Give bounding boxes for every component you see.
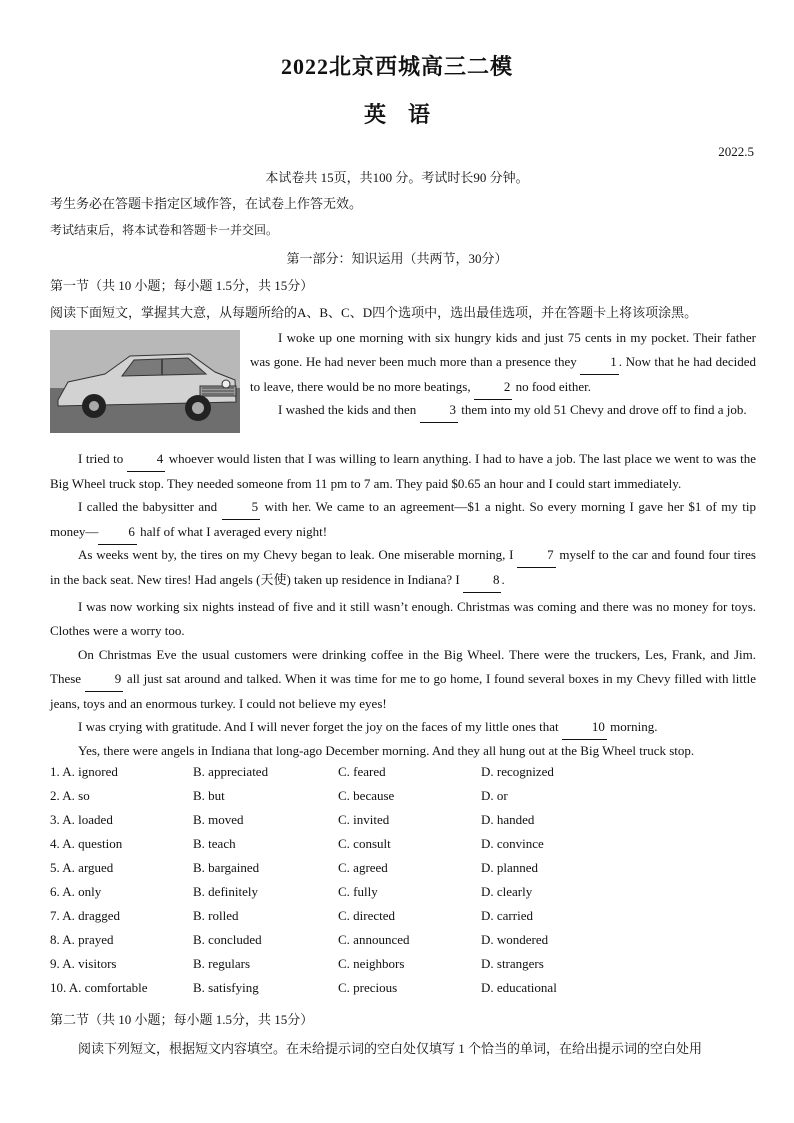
option-row bbox=[50, 980, 756, 1004]
passage-paragraph-3 bbox=[50, 447, 756, 496]
passage-text: On Christmas Eve the usual customers were drinking coffee in the Big Wheel. There were the truckers, Les, Frank, and Jim. These bbox=[50, 647, 756, 686]
passage-text: half of what I averaged every night! bbox=[136, 524, 328, 539]
passage-paragraph-1 bbox=[250, 326, 756, 400]
option-c: C. precious bbox=[338, 980, 398, 995]
option-a: 8. A. prayed bbox=[50, 932, 114, 947]
passage-text: . Now that he had decided to leave, there would be no more beatings, bbox=[250, 354, 756, 394]
option-b: B. bargained bbox=[193, 860, 260, 875]
option-d: D. handed bbox=[481, 812, 535, 827]
option-b: B. but bbox=[193, 788, 225, 803]
passage-text: . bbox=[501, 572, 505, 587]
option-row bbox=[50, 836, 756, 860]
option-a: 10. A. comfortable bbox=[50, 980, 148, 995]
blank-7: 7 bbox=[517, 543, 556, 568]
blank-5: 5 bbox=[222, 495, 261, 520]
passage-paragraph-9: Yes, there were angels in Indiana that long-ago December morning. And they all hung out at the Big Wheel truck stop. bbox=[78, 743, 695, 758]
part1-heading: 第一部分：知识运用（共两节，30分） bbox=[286, 251, 508, 266]
passage-paragraph-6: I was now working six nights instead of five and it still wasn’t enough. Christmas was coming and there was no money for toys. Clothes were a worry too. bbox=[50, 599, 756, 638]
option-a: 2. A. so bbox=[50, 788, 90, 803]
option-c: C. because bbox=[338, 788, 395, 803]
option-row bbox=[50, 788, 756, 812]
blank-3: 3 bbox=[420, 398, 459, 423]
option-row bbox=[50, 908, 756, 932]
subject-title: 英 语 bbox=[363, 102, 430, 127]
option-a: 4. A. question bbox=[50, 836, 123, 851]
option-c: C. directed bbox=[338, 908, 396, 923]
blank-9: 9 bbox=[85, 667, 124, 692]
option-c: C. consult bbox=[338, 836, 391, 851]
option-b: B. satisfying bbox=[193, 980, 259, 995]
option-b: B. definitely bbox=[193, 884, 258, 899]
blank-6: 6 bbox=[98, 520, 137, 545]
passage-text: with her. We came to an agreement—$1 a night. So every morning I gave her $1 of my tip money— bbox=[50, 499, 756, 539]
option-b: B. moved bbox=[193, 812, 244, 827]
passage-paragraph-8 bbox=[50, 715, 756, 740]
option-d: D. or bbox=[481, 788, 508, 803]
option-c: C. feared bbox=[338, 764, 386, 779]
option-a: 3. A. loaded bbox=[50, 812, 113, 827]
section2-instruction: 阅读下列短文，根据短文内容填空。在未给提示词的空白处仅填写 1 个恰当的单词，在给出提示词的空白处用 bbox=[78, 1041, 703, 1056]
section1-instruction: 阅读下面短文，掌握其大意，从每题所给的A、B、C、D四个选项中，选出最佳选项，并在答题卡上将该项涂黑。 bbox=[50, 305, 698, 320]
exam-date: 2022.5 bbox=[718, 144, 754, 159]
exam-info: 本试卷共 15页，共100 分。考试时长90 分钟。 bbox=[265, 170, 529, 185]
instruction-return: 考试结束后，将本试卷和答题卡一并交回。 bbox=[50, 223, 279, 237]
option-d: D. planned bbox=[481, 860, 539, 875]
blank-8: 8 bbox=[463, 568, 502, 593]
option-a: 6. A. only bbox=[50, 884, 102, 899]
option-row bbox=[50, 860, 756, 884]
option-b: B. rolled bbox=[193, 908, 239, 923]
option-d: D. recognized bbox=[481, 764, 554, 779]
option-c: C. fully bbox=[338, 884, 378, 899]
section2-heading: 第二节（共 10 小题；每小题 1.5分，共 15分） bbox=[50, 1012, 314, 1027]
option-a: 9. A. visitors bbox=[50, 956, 117, 971]
option-c: C. neighbors bbox=[338, 956, 405, 971]
option-d: D. wondered bbox=[481, 932, 549, 947]
instruction-answer-card: 考生务必在答题卡指定区域作答，在试卷上作答无效。 bbox=[50, 196, 363, 211]
option-a: 7. A. dragged bbox=[50, 908, 121, 923]
section1-heading: 第一节（共 10 小题；每小题 1.5分，共 15分） bbox=[50, 278, 314, 293]
option-b: B. teach bbox=[193, 836, 236, 851]
option-b: B. regulars bbox=[193, 956, 251, 971]
option-d: D. clearly bbox=[481, 884, 533, 899]
passage-paragraph-4 bbox=[50, 495, 756, 545]
option-row bbox=[50, 956, 756, 980]
car-illustration bbox=[50, 330, 240, 433]
passage-text: I washed the kids and then bbox=[278, 402, 420, 417]
option-a: 1. A. ignored bbox=[50, 764, 118, 779]
passage-paragraph-2 bbox=[250, 398, 756, 423]
option-b: B. concluded bbox=[193, 932, 262, 947]
options-list bbox=[50, 764, 756, 1004]
passage-text: morning. bbox=[606, 719, 658, 734]
option-a: 5. A. argued bbox=[50, 860, 114, 875]
option-row bbox=[50, 812, 756, 836]
option-row bbox=[50, 884, 756, 908]
option-row bbox=[50, 764, 756, 788]
blank-1: 1 bbox=[580, 350, 619, 375]
blank-10: 10 bbox=[562, 715, 607, 740]
passage-text: whoever would listen that I was willing to learn anything. I had to have a job. The last place we went to was the Big Wheel truck stop. They needed someone from 11 pm to 7 am. They paid $0.65 an hour and I could start immediately. bbox=[50, 451, 756, 491]
passage-text: As weeks went by, the tires on my Chevy began to leak. One miserable morning, I bbox=[78, 547, 518, 562]
option-b: B. appreciated bbox=[193, 764, 269, 779]
passage-text: I tried to bbox=[78, 451, 127, 466]
page-title: 2022北京西城高三二模 bbox=[280, 54, 513, 79]
passage-text: I was crying with gratitude. And I will never forget the joy on the faces of my little ones that bbox=[78, 719, 562, 734]
blank-2: 2 bbox=[474, 375, 513, 400]
passage-text: all just sat around and talked. When it was time for me to go home, I found several boxes in my Chevy filled with little jeans, toys and an enormous turkey. I could not believe my eyes! bbox=[50, 671, 756, 711]
option-c: C. announced bbox=[338, 932, 410, 947]
option-row bbox=[50, 932, 756, 956]
option-d: D. educational bbox=[481, 980, 557, 995]
option-d: D. convince bbox=[481, 836, 544, 851]
blank-4: 4 bbox=[127, 447, 166, 472]
passage-text: no food either. bbox=[512, 379, 592, 394]
vintage-car-photo bbox=[50, 330, 240, 433]
passage-text: I woke up one morning with six hungry kids and just 75 cents in my pocket. Their father was gone. He had never been much more than a presence they bbox=[250, 330, 756, 369]
passage-text: myself to the car and found four tires in the back seat. New tires! Had angels (天使) taken up residence in Indiana? I bbox=[50, 547, 756, 587]
option-c: C. agreed bbox=[338, 860, 388, 875]
option-c: C. invited bbox=[338, 812, 390, 827]
passage-text: I called the babysitter and bbox=[78, 499, 222, 514]
option-d: D. strangers bbox=[481, 956, 544, 971]
option-d: D. carried bbox=[481, 908, 533, 923]
passage-paragraph-7 bbox=[50, 643, 756, 716]
passage-paragraph-5 bbox=[50, 543, 756, 593]
passage-text: them into my old 51 Chevy and drove off to find a job. bbox=[458, 402, 747, 417]
